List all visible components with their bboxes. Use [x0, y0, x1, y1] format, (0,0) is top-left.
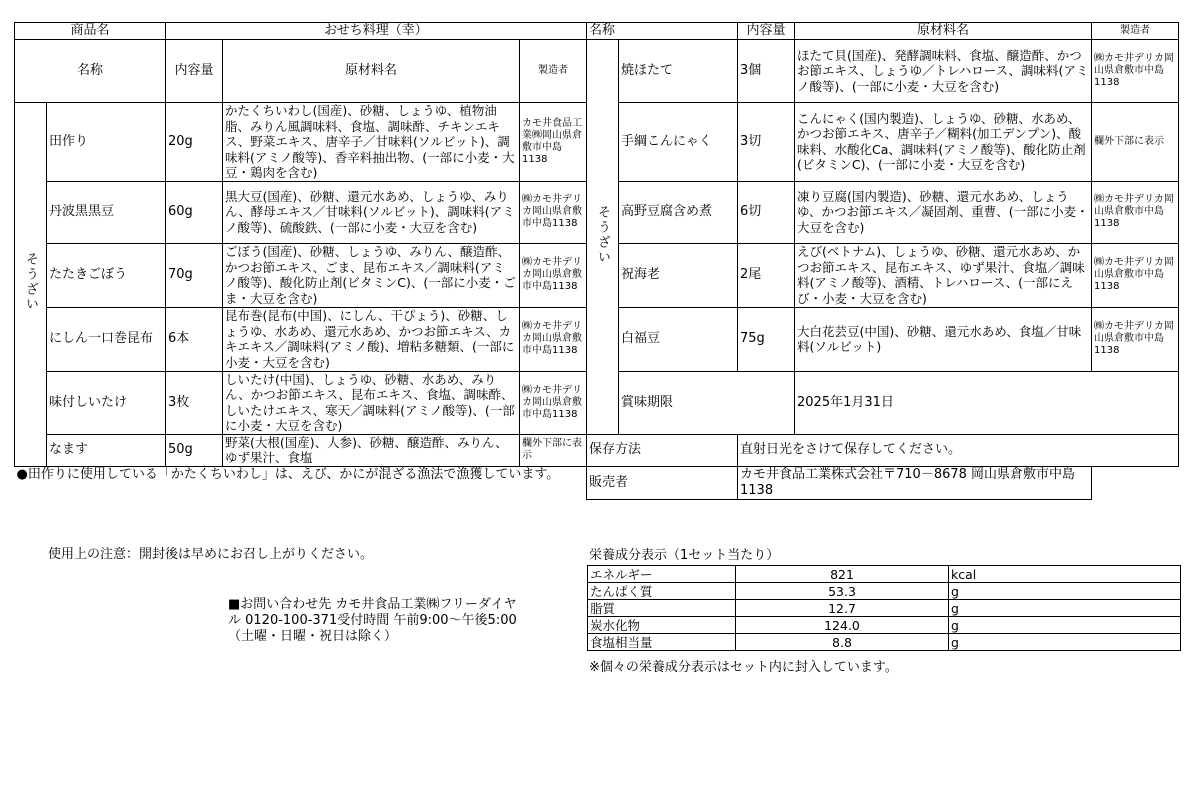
seller-spacer — [1092, 466, 1179, 499]
item-name: 焼ほたて — [619, 40, 738, 103]
storage-label: 保存方法 — [587, 434, 738, 466]
best-before-label: 賞味期限 — [619, 371, 795, 434]
category-label-left: そうざい — [15, 103, 47, 467]
header-name-right: 名称 — [587, 23, 738, 40]
nutrient-label: 脂質 — [588, 600, 736, 617]
nutrient-value: 124.0 — [736, 617, 949, 634]
item-ingredients: 昆布巻(昆布(中国)、にしん、干ぴょう)、砂糖、しょうゆ、水あめ、還元水あめ、かつお節エキス、カキエキス／調味料(アミノ酸)、増粘多糖類、(一部に小麦・大豆を含む) — [223, 307, 520, 371]
item-maker: 欄外下部に表示 — [520, 434, 587, 466]
nutrient-label: 食塩相当量 — [588, 634, 736, 651]
seller-value: カモ井食品工業株式会社〒710－8678 岡山県倉敷市中島1138 — [738, 466, 1092, 499]
item-maker: カモ井食品工業㈱岡山県倉敷市中島1138 — [520, 103, 587, 182]
nutrient-label: たんぱく質 — [588, 583, 736, 600]
item-qty: 60g — [166, 181, 223, 243]
seller-label: 販売者 — [587, 466, 738, 499]
nutrient-unit: kcal — [949, 566, 1181, 583]
item-ingredients: ほたて貝(国産)、発酵調味料、食塩、醸造酢、かつお節エキス、しょうゆ／トレハロース、調味料(アミノ酸等)、(一部に小麦・大豆を含む) — [795, 40, 1092, 103]
item-name: にしん一口巻昆布 — [47, 307, 166, 371]
nutrient-value: 12.7 — [736, 600, 949, 617]
item-qty: 75g — [738, 307, 795, 371]
nutrition-note: ※個々の栄養成分表示はセット内に封入しています。 — [589, 660, 898, 675]
item-qty: 3切 — [738, 103, 795, 182]
nutrition-table — [587, 565, 1181, 651]
item-name: たたきごぼう — [47, 243, 166, 307]
nutrient-label: 炭水化物 — [588, 617, 736, 634]
item-maker: ㈱カモ井デリカ岡山県倉敷市中島1138 — [1092, 307, 1179, 371]
product-name-value: おせち料理（幸） — [166, 23, 587, 40]
item-qty: 50g — [166, 434, 223, 466]
item-name: 丹波黒黒豆 — [47, 181, 166, 243]
item-maker: ㈱カモ井デリカ岡山県倉敷市中島1138 — [520, 307, 587, 371]
item-ingredients: えび(ベトナム)、しょうゆ、砂糖、還元水あめ、かつお節エキス、昆布エキス、ゆず果汁、食塩／調味料(アミノ酸等)、酒精、トレハロース、(一部にえび・小麦・大豆を含む) — [795, 243, 1092, 307]
item-ingredients: 黒大豆(国産)、砂糖、還元水あめ、しょうゆ、みりん、酵母エキス／甘味料(ソルビット)、調味料(アミノ酸等)、硫酸鉄、(一部に小麦・大豆を含む) — [223, 181, 520, 243]
item-name: なます — [47, 434, 166, 466]
nutrient-value: 53.3 — [736, 583, 949, 600]
item-maker: ㈱カモ井デリカ岡山県倉敷市中島1138 — [520, 243, 587, 307]
header-ingredients-left: 原材料名 — [223, 40, 520, 103]
item-qty: 2尾 — [738, 243, 795, 307]
item-maker: ㈱カモ井デリカ岡山県倉敷市中島1138 — [1092, 181, 1179, 243]
footnote: ●田作りに使用している「かたくちいわし」は、えび、かにが混ざる漁法で漁獲しています。 — [16, 466, 560, 482]
header-content-right: 内容量 — [738, 23, 795, 40]
nutrient-unit: g — [949, 634, 1181, 651]
header-maker-left: 製造者 — [520, 40, 587, 103]
ingredients-table — [14, 22, 1179, 500]
item-ingredients: かたくちいわし(国産)、砂糖、しょうゆ、植物油脂、みりん風調味料、食塩、調味酢、チキンエキス、野菜エキス、唐辛子／甘味料(ソルビット)、調味料(アミノ酸等)、香辛料抽出物、(一部に小麦・大豆・鶏肉を含む) — [223, 103, 520, 182]
item-ingredients: ごぼう(国産)、砂糖、しょうゆ、みりん、醸造酢、かつお節エキス、ごま、昆布エキス／調味料(アミノ酸等)、酸化防止剤(ビタミンC)、(一部に小麦・ごま・大豆を含む) — [223, 243, 520, 307]
item-ingredients: こんにゃく(国内製造)、しょうゆ、砂糖、水あめ、かつお節エキス、唐辛子／糊料(加工デンプン)、酸味料、水酸化Ca、調味料(アミノ酸等)、酸化防止剤(ビタミンC)、(一部に小麦・大豆を含む) — [795, 103, 1092, 182]
header-maker-right: 製造者 — [1092, 23, 1179, 40]
category-label-right: そうざい — [587, 40, 619, 435]
header-content-left: 内容量 — [166, 40, 223, 103]
item-maker: ㈱カモ井デリカ岡山県倉敷市中島1138 — [520, 371, 587, 434]
item-name: 田作り — [47, 103, 166, 182]
storage-value: 直射日光をさけて保存してください。 — [738, 434, 1179, 466]
item-maker: ㈱カモ井デリカ岡山県倉敷市中島1138 — [520, 181, 587, 243]
nutrient-unit: g — [949, 600, 1181, 617]
item-name: 味付しいたけ — [47, 371, 166, 434]
header-ingredients-right: 原材料名 — [795, 23, 1092, 40]
header-name-left: 名称 — [15, 40, 166, 103]
nutrient-unit: g — [949, 617, 1181, 634]
nutrition-title: 栄養成分表示（1セット当たり） — [589, 548, 780, 563]
item-ingredients: 野菜(大根(国産)、人参)、砂糖、醸造酢、みりん、ゆず果汁、食塩 — [223, 434, 520, 466]
best-before-value: 2025年1月31日 — [795, 371, 1179, 434]
item-name: 手綱こんにゃく — [619, 103, 738, 182]
nutrient-value: 821 — [736, 566, 949, 583]
item-name: 白福豆 — [619, 307, 738, 371]
item-maker: ㈱カモ井デリカ岡山県倉敷市中島1138 — [1092, 243, 1179, 307]
item-name: 高野豆腐含め煮 — [619, 181, 738, 243]
nutrient-unit: g — [949, 583, 1181, 600]
nutrition-row — [588, 634, 1181, 651]
item-name: 祝海老 — [619, 243, 738, 307]
nutrition-row — [588, 583, 1181, 600]
item-maker: ㈱カモ井デリカ岡山県倉敷市中島1138 — [1092, 40, 1179, 103]
item-qty: 3個 — [738, 40, 795, 103]
header-product-name: 商品名 — [15, 23, 166, 40]
item-ingredients: しいたけ(中国)、しょうゆ、砂糖、水あめ、みりん、かつお節エキス、昆布エキス、食塩、調味酢、しいたけエキス、寒天／調味料(アミノ酸等)、(一部に小麦・大豆を含む) — [223, 371, 520, 434]
nutrient-label: エネルギー — [588, 566, 736, 583]
item-ingredients: 大白花芸豆(中国)、砂糖、還元水あめ、食塩／甘味料(ソルビット) — [795, 307, 1092, 371]
nutrition-row — [588, 566, 1181, 583]
item-maker: 欄外下部に表示 — [1092, 103, 1179, 182]
nutrient-value: 8.8 — [736, 634, 949, 651]
item-qty: 6本 — [166, 307, 223, 371]
item-ingredients: 凍り豆腐(国内製造)、砂糖、還元水あめ、しょうゆ、かつお節エキス／凝固剤、重曹、(一部に小麦・大豆を含む) — [795, 181, 1092, 243]
item-qty: 20g — [166, 103, 223, 182]
item-qty: 6切 — [738, 181, 795, 243]
item-qty: 70g — [166, 243, 223, 307]
usage-caution: 使用上の注意：開封後は早めにお召し上がりください。 — [48, 547, 374, 562]
nutrition-row — [588, 600, 1181, 617]
contact-info: ■お問い合わせ先 カモ井食品工業㈱フリーダイヤル 0120-100-371受付時間 午前9:00～午後5:00（土曜・日曜・祝日は除く） — [228, 597, 517, 644]
nutrition-row — [588, 617, 1181, 634]
item-qty: 3枚 — [166, 371, 223, 434]
